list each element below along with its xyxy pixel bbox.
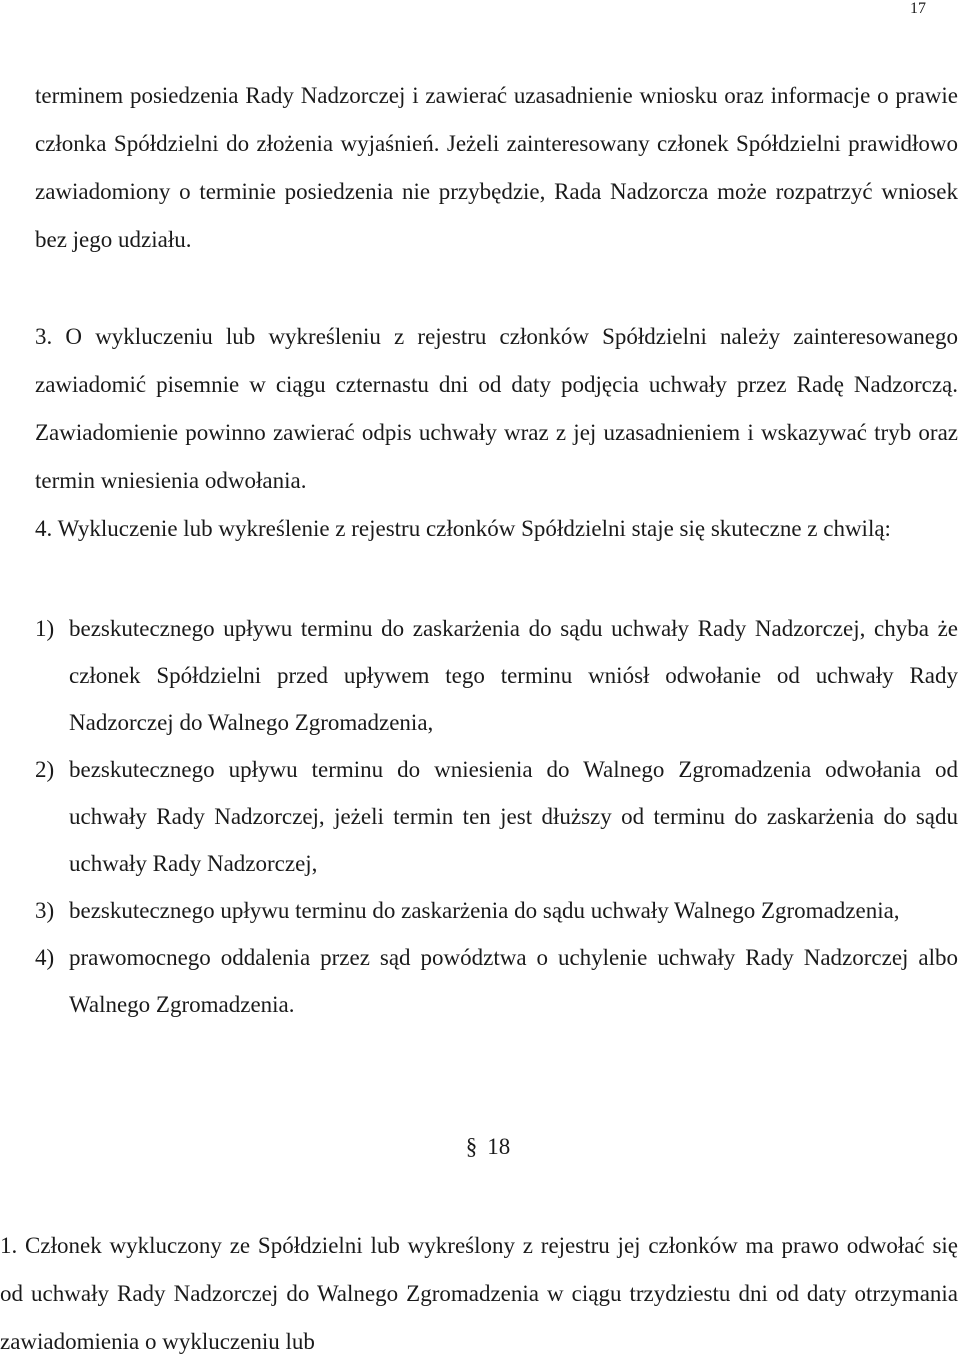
section-paragraph-1: 1. Członek wykluczony ze Spółdzielni lub wykreślony z rejestru jej członków ma prawo odwołać się od uchwały Rady Nadzorczej do Walnego Zgromadzenia w ciągu trzydziestu dni od daty otrzymania zawiadomienia o wykluczeniu lub	[0, 1233, 958, 1354]
conditions-list	[35, 605, 958, 1028]
paragraph-4: 4. Wykluczenie lub wykreślenie z rejestru członków Spółdzielni staje się skuteczne z chwilą:	[35, 516, 891, 541]
list-item	[35, 605, 958, 746]
paragraph-3: 3. O wykluczeniu lub wykreśleniu z rejestru członków Spółdzielni należy zainteresowanego zawiadomić pisemnie w ciągu czternastu dni od daty podjęcia uchwały przez Radę Nadzorczą. Zawiadomienie powinno zawierać odpis uchwały wraz z jej uzasadnieniem i wskazywać tryb oraz termin wniesienia odwołania.	[35, 324, 958, 493]
list-item	[35, 934, 958, 1028]
section-heading	[0, 1123, 960, 1171]
list-item-text: bezskutecznego upływu terminu do zaskarżenia do sądu uchwały Rady Nadzorczej, chyba że członek Spółdzielni przed upływem tego terminu wniósł odwołanie od uchwały Rady Nadzorczej do Walnego Zgromadzenia,	[69, 616, 958, 735]
list-item-text: prawomocnego oddalenia przez sąd powództwa o uchylenie uchwały Rady Nadzorczej albo Walnego Zgromadzenia.	[69, 945, 958, 1017]
page-number: 17	[910, 0, 926, 17]
list-item-text: bezskutecznego upływu terminu do wniesienia do Walnego Zgromadzenia odwołania od uchwały Rady Nadzorczej, jeżeli termin ten jest dłuższy od terminu do zaskarżenia do sądu uchwały Rady Nadzorczej,	[69, 757, 958, 876]
list-marker: 2)	[35, 757, 55, 782]
list-marker: 4)	[35, 945, 55, 970]
paragraph-intro: terminem posiedzenia Rady Nadzorczej i zawierać uzasadnienie wniosku oraz informacje o prawie członka Spółdzielni do złożenia wyjaśnień. Jeżeli zainteresowany członek Spółdzielni prawidłowo zawiadomiony o terminie posiedzenia nie przybędzie, Rada Nadzorcza może rozpatrzyć wniosek bez jego udziału.	[35, 83, 958, 252]
section-symbol: §	[465, 1134, 478, 1159]
list-item-text: bezskutecznego upływu terminu do zaskarżenia do sądu uchwały Walnego Zgromadzenia,	[69, 898, 900, 923]
section-number: 18	[487, 1134, 511, 1159]
list-marker: 1)	[35, 616, 55, 641]
list-item	[35, 746, 958, 887]
list-item	[35, 887, 958, 934]
list-marker: 3)	[35, 898, 55, 923]
